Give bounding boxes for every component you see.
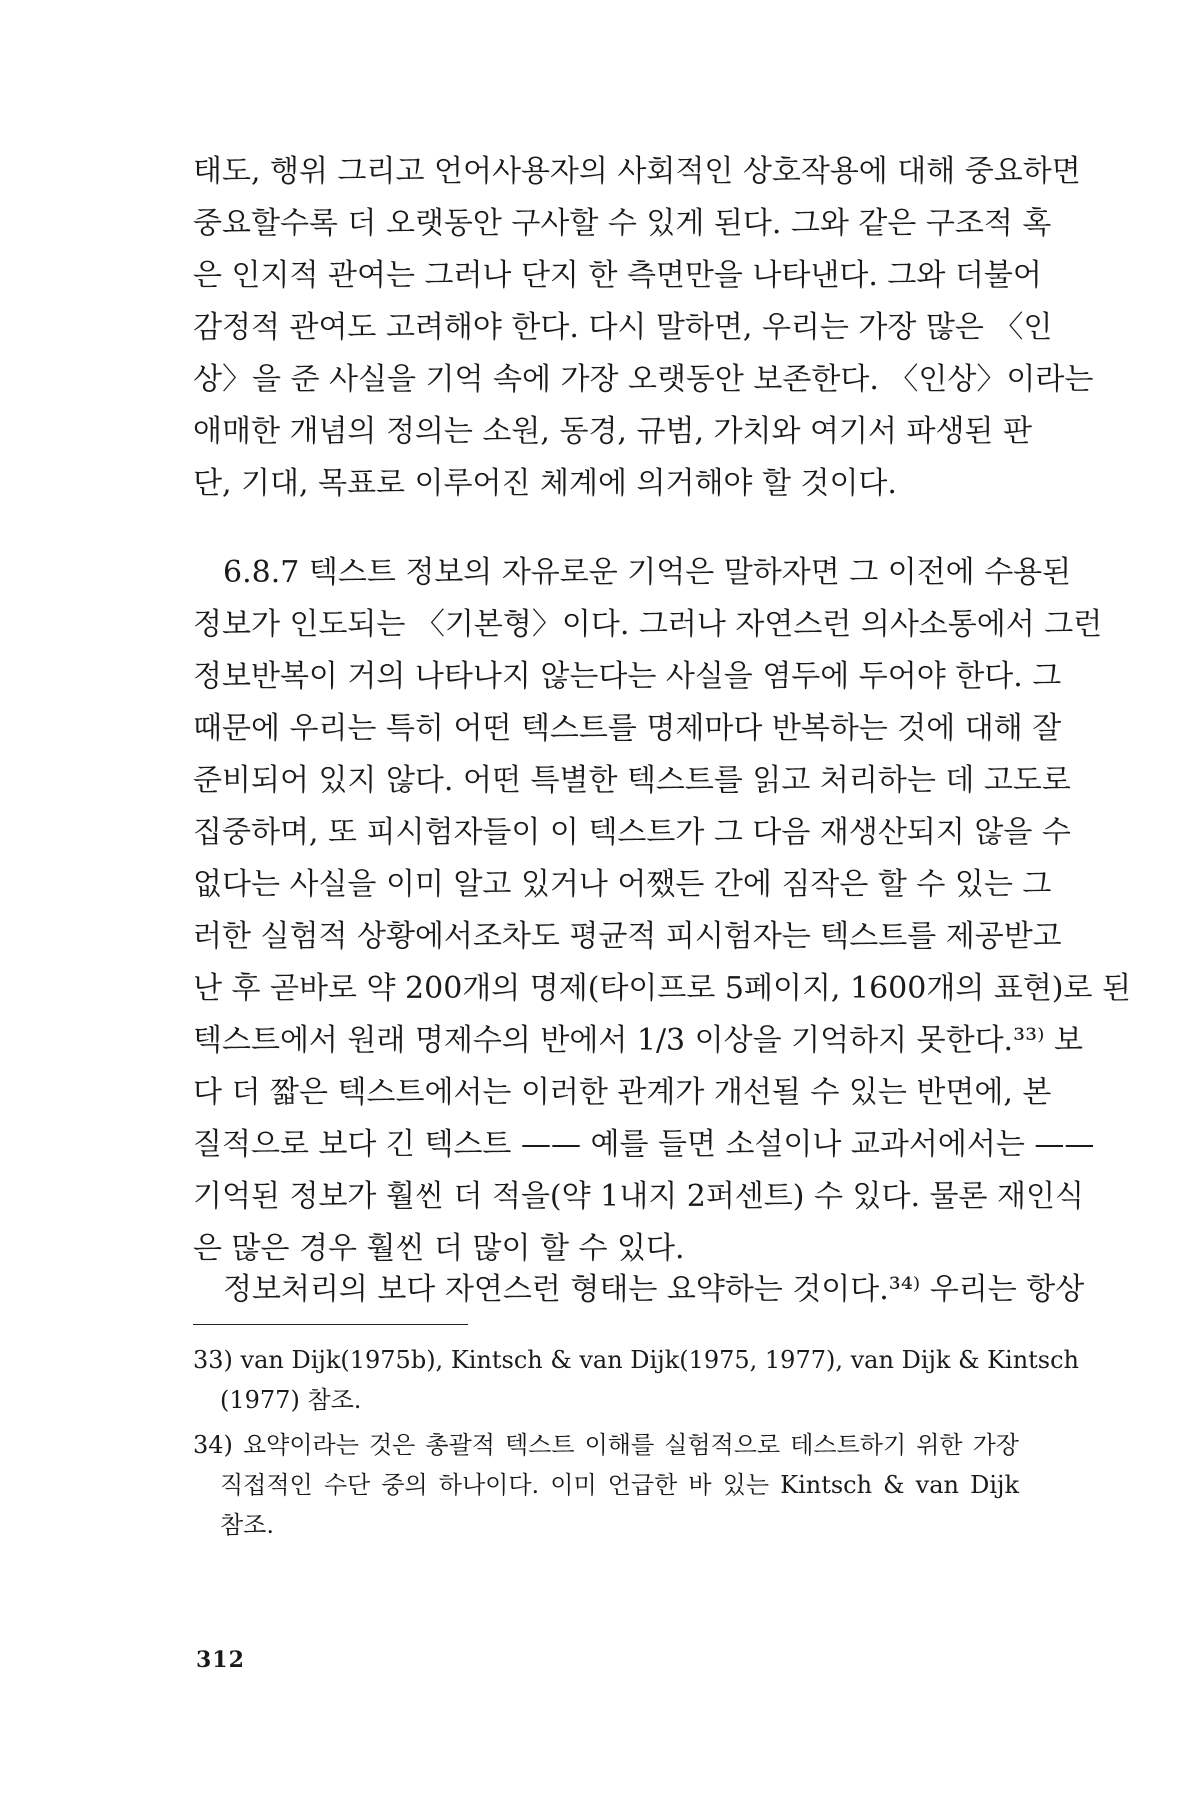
text-line: 텍스트에서 원래 명제수의 반에서 1/3 이상을 기억하지 못한다.³³⁾ 보 — [193, 1023, 1084, 1058]
text-line: 중요할수록 더 오랫동안 구사할 수 있게 된다. 그와 같은 구조적 혹 — [193, 206, 1052, 241]
section-first-line: 6.8.7 텍스트 정보의 자유로운 기억은 말하자면 그 이전에 수용된 — [223, 555, 1072, 590]
page-number: 312 — [196, 1647, 245, 1673]
text-line: 난 후 곧바로 약 200개의 명제(타이프로 5페이지, 1600개의 표현)로 된 — [193, 971, 1132, 1006]
text-line: 정보처리의 보다 자연스런 형태는 요약하는 것이다.³⁴⁾ 우리는 항상 — [223, 1272, 1085, 1307]
text-line: 준비되어 있지 않다. 어떤 특별한 텍스트를 읽고 처리하는 데 고도로 — [193, 763, 1071, 798]
footnote-line: (1977) 참조. — [220, 1386, 362, 1414]
text-line: 감정적 관여도 고려해야 한다. 다시 말하면, 우리는 가장 많은 〈인 — [193, 310, 1053, 345]
text-line: 질적으로 보다 긴 텍스트 —— 예를 들면 소설이나 교과서에서는 —— — [193, 1127, 1095, 1162]
text-line: 러한 실험적 상황에서조차도 평균적 피시험자는 텍스트를 제공받고 — [193, 919, 1062, 954]
text-line: 정보반복이 거의 나타나지 않는다는 사실을 염두에 두어야 한다. 그 — [193, 659, 1062, 694]
text-line: 때문에 우리는 특히 어떤 텍스트를 명제마다 반복하는 것에 대해 잘 — [193, 711, 1062, 746]
text-line: 기억된 정보가 훨씬 더 적을(약 1내지 2퍼센트) 수 있다. 물론 재인식 — [193, 1179, 1084, 1214]
footnote-line: 33) van Dijk(1975b), Kintsch & van Dijk(1975, 1977), van Dijk & Kintsch — [193, 1346, 1080, 1374]
footnote-line: 참조. — [220, 1511, 274, 1539]
footnote-line: 34) 요약이라는 것은 총괄적 텍스트 이해를 실험적으로 테스트하기 위한 가장 — [193, 1431, 1019, 1459]
footnote-line: 직접적인 수단 중의 하나이다. 이미 언급한 바 있는 Kintsch & van Dijk — [220, 1471, 1019, 1499]
text-line: 집중하며, 또 피시험자들이 이 텍스트가 그 다음 재생산되지 않을 수 — [193, 815, 1071, 850]
text-line: 태도, 행위 그리고 언어사용자의 사회적인 상호작용에 대해 중요하면 — [193, 154, 1081, 189]
text-line: 정보가 인도되는 〈기본형〉이다. 그러나 자연스런 의사소통에서 그런 — [193, 607, 1103, 642]
footnote-divider — [193, 1324, 468, 1325]
text-line: 단, 기대, 목표로 이루어진 체계에 의거해야 할 것이다. — [193, 466, 897, 501]
text-line: 은 인지적 관여는 그러나 단지 한 측면만을 나타낸다. 그와 더불어 — [193, 258, 1042, 293]
text-line: 은 많은 경우 훨씬 더 많이 할 수 있다. — [193, 1231, 685, 1266]
text-line: 상〉을 준 사실을 기억 속에 가장 오랫동안 보존한다. 〈인상〉이라는 — [193, 362, 1094, 397]
text-line: 다 더 짧은 텍스트에서는 이러한 관계가 개선될 수 있는 반면에, 본 — [193, 1075, 1052, 1110]
text-line: 애매한 개념의 정의는 소원, 동경, 규범, 가치와 여기서 파생된 판 — [193, 414, 1032, 449]
text-line: 없다는 사실을 이미 알고 있거나 어쨌든 간에 짐작은 할 수 있는 그 — [193, 867, 1052, 902]
